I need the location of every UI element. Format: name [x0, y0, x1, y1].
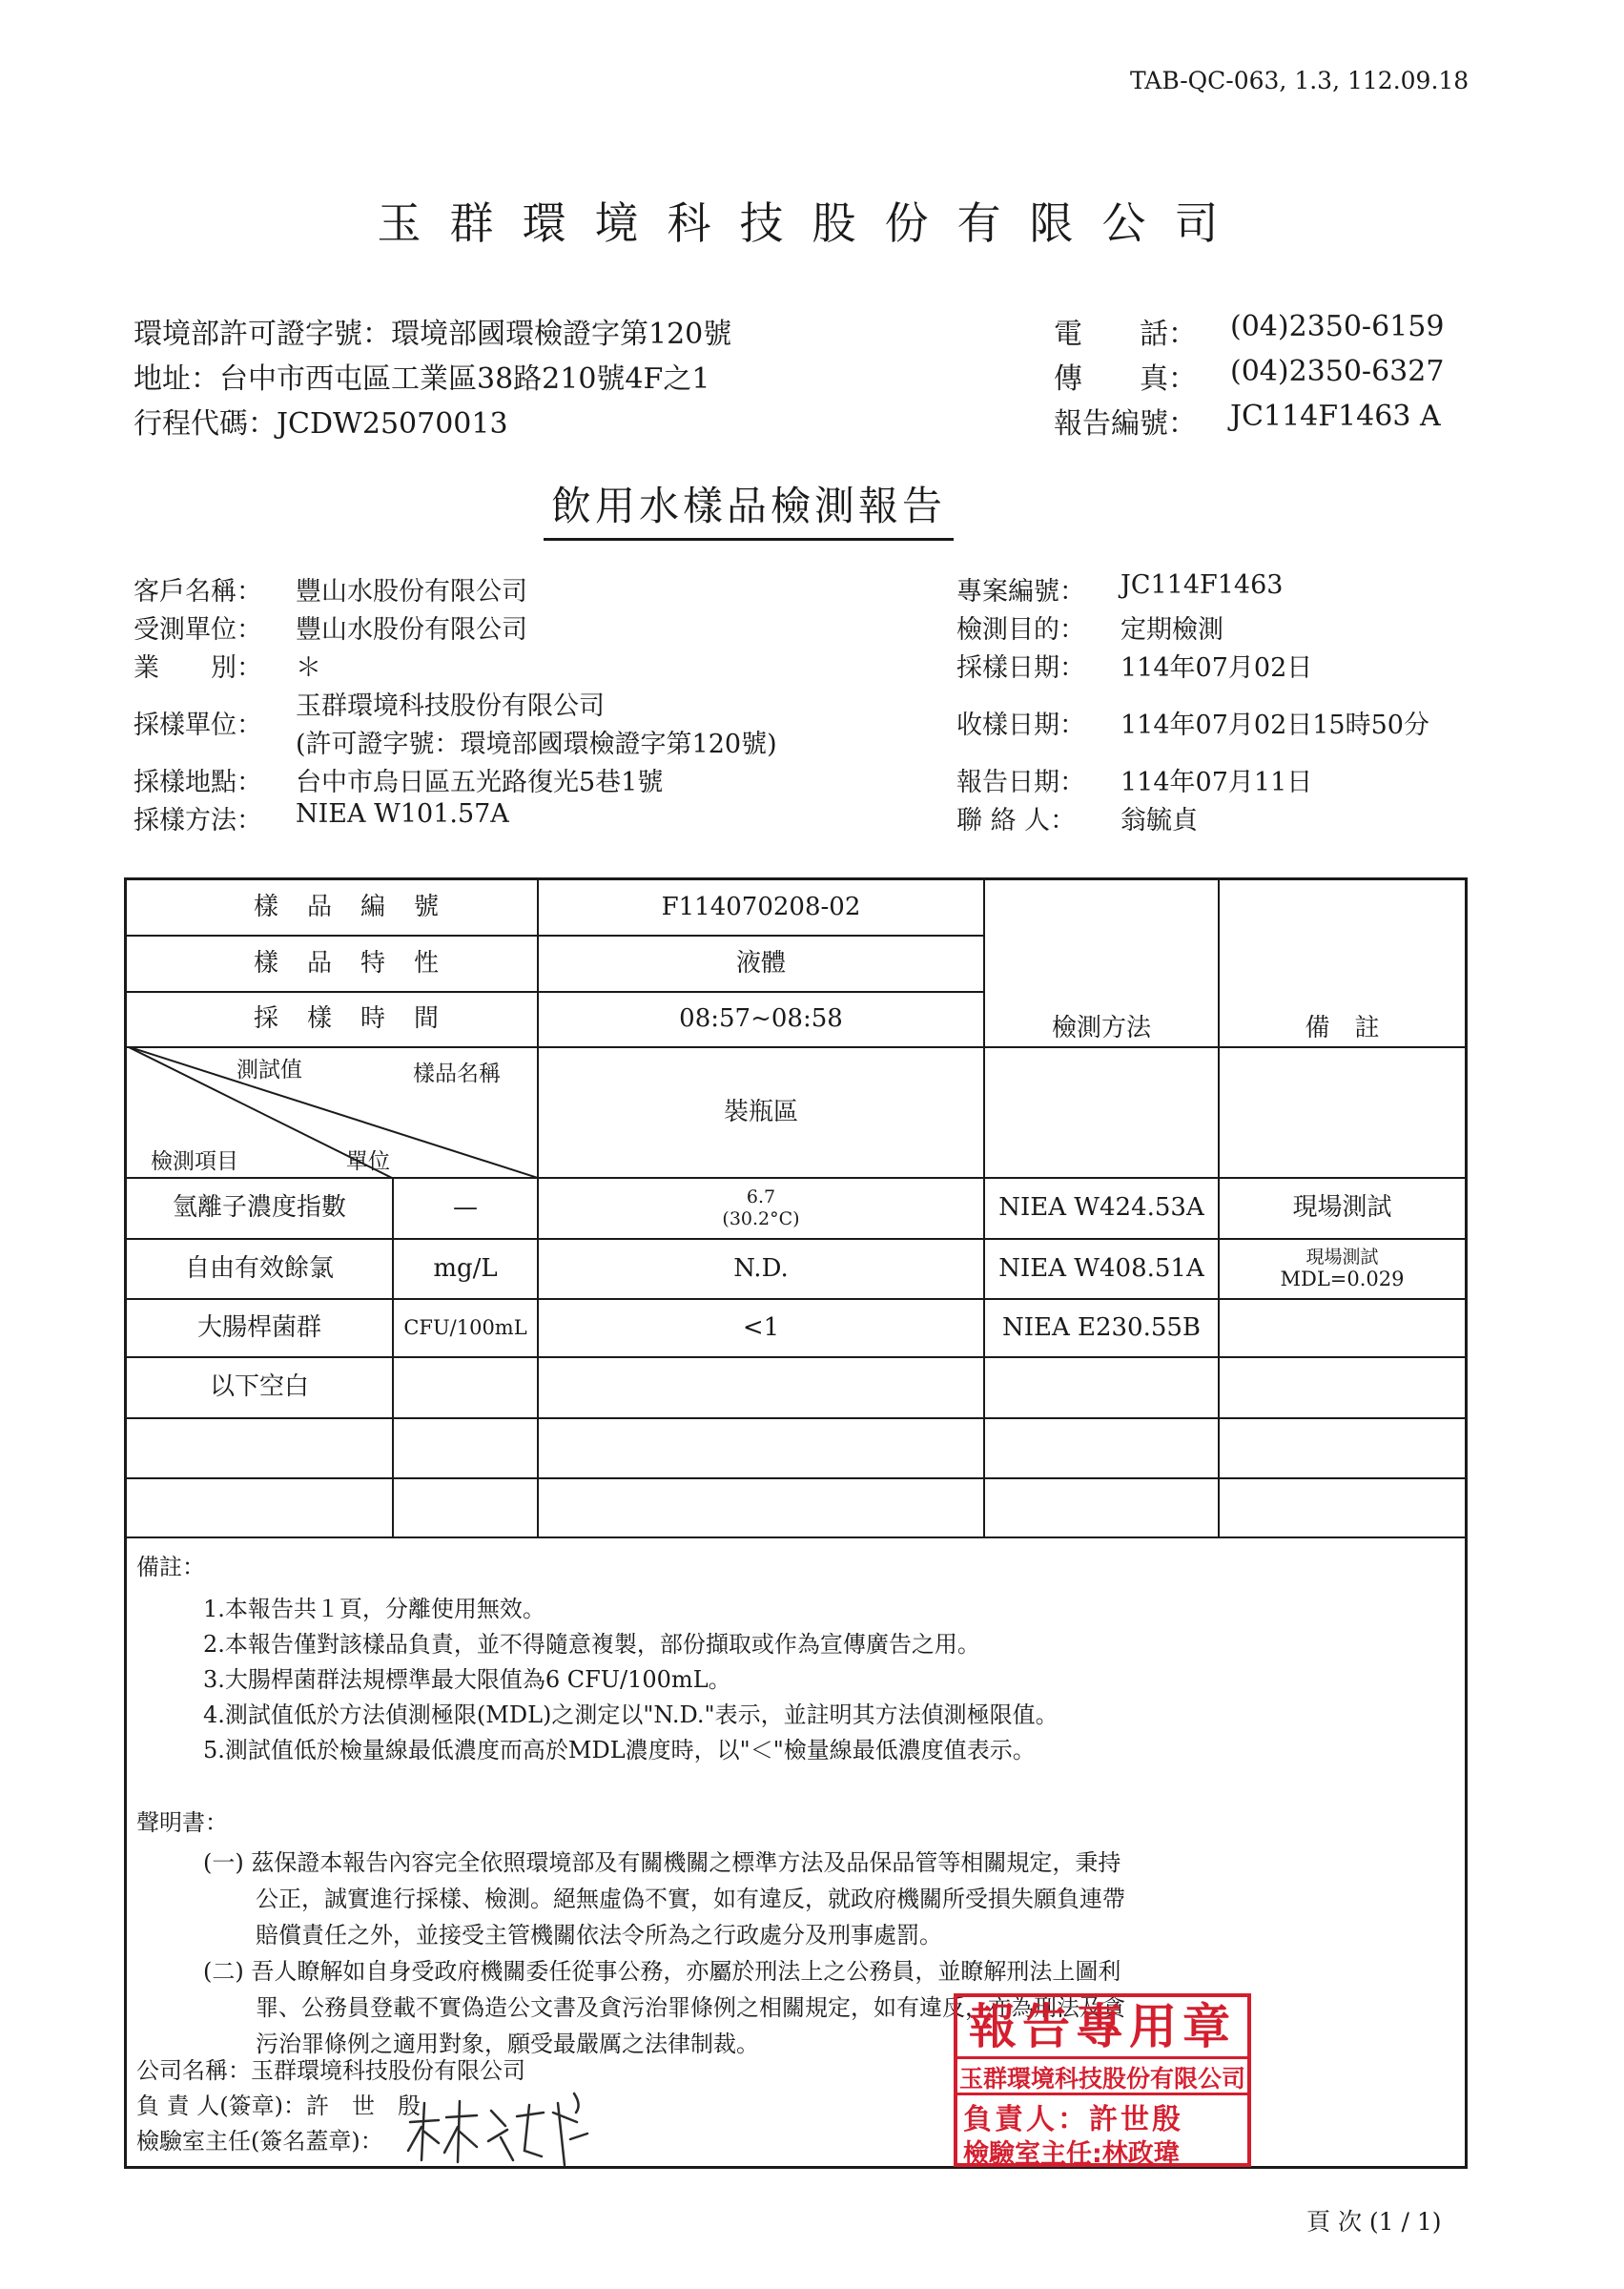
table-row-value: N.D. [733, 1253, 789, 1283]
table-row-value: 6.7 [746, 1186, 776, 1208]
table-row-unit: CFU/100mL [403, 1315, 527, 1339]
note-item: 1.本報告共１頁，分離使用無效。 [203, 1596, 545, 1622]
notes-label: 備註： [136, 1554, 205, 1580]
company-title: 玉群環境科技股份有限公司 [377, 197, 1247, 249]
table-row-value: <1 [742, 1312, 780, 1342]
sample-number-value: F114070208-02 [661, 892, 861, 921]
diag-test-value-label: 測試值 [236, 1058, 302, 1083]
tested-unit-value: 豐山水股份有限公司 [296, 615, 527, 645]
footer-company: 公司名稱：玉群環境科技股份有限公司 [136, 2057, 525, 2084]
fax-label: 傳 真： [1054, 362, 1197, 396]
contact-value: 翁毓貞 [1120, 806, 1198, 835]
report-date-label: 報告日期： [956, 768, 1085, 797]
sample-number-label: 樣品編號 [253, 892, 467, 921]
handwritten-signature [401, 2084, 610, 2175]
table-row-value-note: (30.2°C) [722, 1208, 800, 1229]
diag-sample-name-label: 樣品名稱 [413, 1062, 501, 1086]
report-number-label: 報告編號： [1054, 407, 1197, 441]
table-row-unit: mg/L [433, 1253, 498, 1283]
location-label: 採樣地點： [134, 768, 262, 797]
industry-value: ＊ [296, 653, 321, 683]
declaration-line: (一) 茲保證本報告內容完全依照環境部及有關機關之標準方法及品保品管等相關規定，秉持 [203, 1849, 1121, 1876]
table-row-method: NIEA W408.51A [998, 1253, 1204, 1283]
table-row-method: NIEA W424.53A [998, 1193, 1204, 1223]
report-date-value: 114年07月11日 [1120, 768, 1313, 797]
permit-number: 環境部許可證字號：環境部國環檢證字第120號 [134, 318, 732, 351]
location-value: 台中市烏日區五光路復光5巷1號 [296, 768, 664, 797]
sampling-unit-label: 採樣單位： [134, 711, 262, 740]
note-item: 4.測試值低於方法偵測極限(MDL)之測定以"N.D."表示，並註明其方法偵測極限值。 [203, 1701, 1059, 1728]
receipt-date-label: 收樣日期： [956, 711, 1085, 740]
declaration-line: 污治罪條例之適用對象，願受最嚴厲之法律制裁。 [256, 2031, 759, 2057]
fax-value: (04)2350-6327 [1230, 355, 1445, 388]
footer-lab-supervisor: 檢驗室主任(簽名蓋章)： [136, 2128, 383, 2155]
stamp-company: 玉群環境科技股份有限公司 [958, 2065, 1245, 2093]
table-row-unit: — [453, 1193, 478, 1223]
note-item: 5.測試值低於檢量線最低濃度而高於MDL濃度時，以"＜"檢量線最低濃度值表示。 [203, 1737, 1036, 1763]
method-header: 檢測方法 [1051, 1013, 1151, 1042]
sampling-method-label: 採樣方法： [134, 806, 262, 835]
sampling-unit-permit: (許可證字號：環境部國環檢證字第120號) [296, 730, 777, 759]
contact-label: 聯 絡 人： [956, 806, 1077, 835]
note-item: 2.本報告僅對該樣品負責，並不得隨意複製，部份擷取或作為宣傳廣告之用。 [203, 1631, 980, 1658]
receipt-date-value: 114年07月02日15時50分 [1120, 711, 1429, 740]
sampling-method-value: NIEA W101.57A [296, 799, 509, 829]
sample-characteristic-label: 樣品特性 [253, 948, 467, 978]
project-number-label: 專案編號： [956, 577, 1085, 607]
purpose-label: 檢測目的： [956, 615, 1085, 645]
industry-label: 業 別： [134, 653, 262, 683]
sampling-date-value: 114年07月02日 [1120, 653, 1313, 683]
purpose-value: 定期檢測 [1120, 615, 1223, 645]
itinerary-code: 行程代碼：JCDW25070013 [134, 407, 508, 441]
diag-item-label: 檢測項目 [151, 1149, 238, 1174]
note-item: 3.大腸桿菌群法規標準最大限值為6 CFU/100mL。 [203, 1666, 731, 1693]
page-number: 頁 次 (1 / 1) [1306, 2208, 1442, 2236]
declaration-line: (二) 吾人瞭解如自身受政府機關委任從事公務，亦屬於刑法上之公務員，並瞭解刑法上圖利 [203, 1958, 1121, 1985]
report-number-value: JC114F1463 A [1230, 400, 1441, 433]
client-label: 客戶名稱： [134, 577, 262, 607]
tested-unit-label: 受測單位： [134, 615, 262, 645]
declaration-line: 公正，誠實進行採樣、檢測。絕無虛偽不實，如有違反，就政府機關所受損失願負連帶 [256, 1886, 1125, 1912]
declaration-line: 罪、公務員登載不實偽造公文書及貪污治罪條例之相關規定，如有違反，亦為刑法及貪 [256, 1994, 1125, 2021]
declaration-label: 聲明書： [136, 1809, 228, 1836]
table-row-item: 以下空白 [209, 1372, 309, 1402]
table-row-item: 自由有效餘氯 [184, 1253, 334, 1283]
company-address: 地址：台中市西屯區工業區38路210號4F之1 [134, 362, 710, 396]
table-row-method: NIEA E230.55B [1001, 1312, 1202, 1342]
client-value: 豐山水股份有限公司 [296, 577, 527, 607]
project-number-value: JC114F1463 [1120, 570, 1284, 600]
stamp-title: 報告專用章 [969, 1999, 1236, 2054]
table-row-item: 氫離子濃度指數 [172, 1193, 346, 1223]
stamp-supervisor: 檢驗室主任:林政瑋 [963, 2139, 1180, 2169]
document-code: TAB-QC-063, 1.3, 112.09.18 [1130, 67, 1470, 94]
table-row-remark: 現場測試 [1305, 1246, 1379, 1268]
table-row-item: 大腸桿菌群 [196, 1312, 321, 1342]
table-row-remark: 現場測試 [1292, 1193, 1392, 1223]
results-table [124, 877, 1468, 2169]
sampling-time-value: 08:57~08:58 [679, 1004, 843, 1034]
stamp-responsible: 負責人：許世殷 [963, 2103, 1183, 2136]
report-stamp [954, 1993, 1251, 2167]
sampling-date-label: 採樣日期： [956, 653, 1085, 683]
footer-responsible: 負 責 人(簽章)：許 世 殷 [136, 2093, 421, 2119]
diag-unit-label: 單位 [346, 1149, 390, 1174]
sampling-time-label: 採樣時間 [253, 1004, 467, 1034]
sample-characteristic-value: 液體 [735, 948, 786, 978]
declaration-line: 賠償責任之外，並接受主管機關依法令所為之行政處分及刑事處罰。 [256, 1922, 942, 1949]
phone-value: (04)2350-6159 [1230, 310, 1445, 343]
sampling-unit-value: 玉群環境科技股份有限公司 [296, 691, 605, 721]
sample-name-value: 裝瓶區 [723, 1097, 798, 1126]
table-row-remark-mdl: MDL=0.029 [1280, 1268, 1405, 1291]
remarks-header: 備 註 [1305, 1013, 1380, 1042]
phone-label: 電 話： [1054, 318, 1197, 351]
report-title: 飲用水樣品檢測報告 [544, 475, 954, 541]
